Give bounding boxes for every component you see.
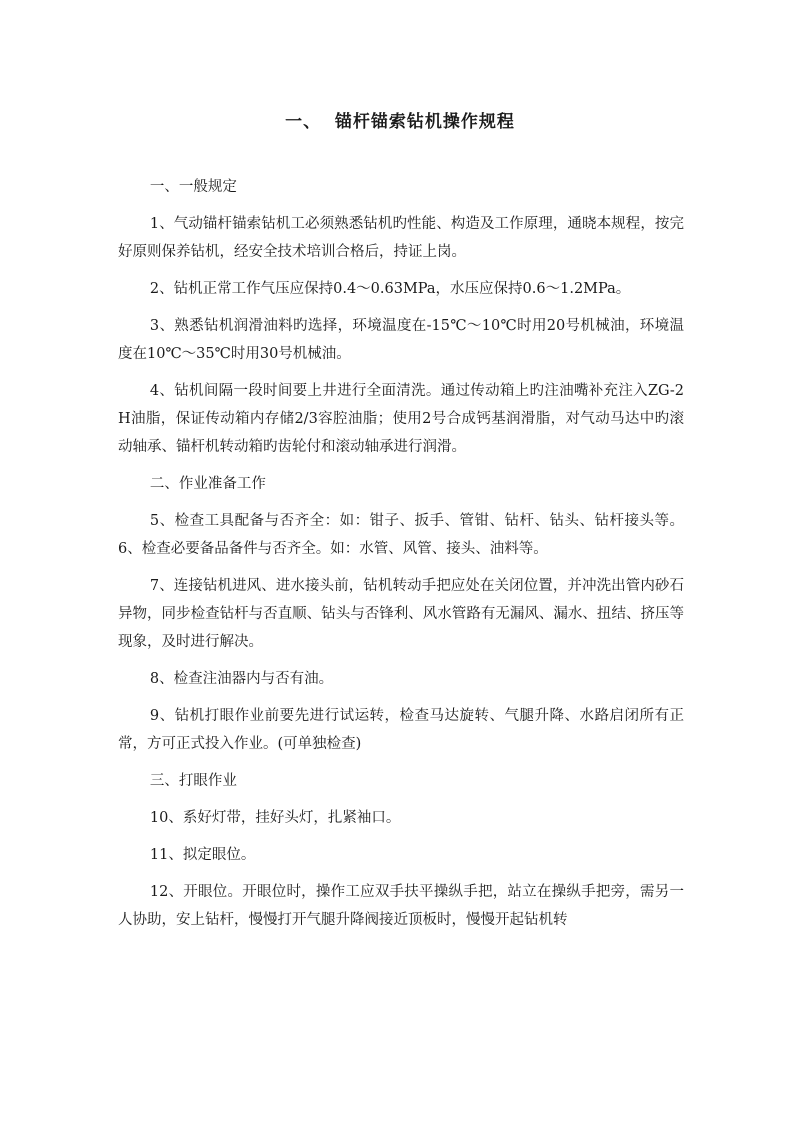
paragraph-item-9: 9、钻机打眼作业前要先进行试运转，检查马达旋转、气腿升降、水路启闭所有正常，方可正式投入作业。(可单独检查) [118, 708, 684, 752]
section-heading-general: 一、一般规定 [149, 179, 237, 195]
paragraph-item-7: 7、连接钻机进风、进水接头前，钻机转动手把应处在关闭位置，并冲洗出管内砂石异物，同步检查钻杆与否直顺、钻头与否锋利、风水管路有无漏风、漏水、扭结、挤压等现象，及时进行解决。 [118, 578, 684, 650]
paragraph-item-11: 11、拟定眼位。 [149, 847, 256, 863]
paragraph-item-5-6: 5、检查工具配备与否齐全：如：钳子、扳手、管钳、钻杆、钻头、钻杆接头等。6、检查必要备品备件与否齐全。如：水管、风管、接头、油料等。 [118, 513, 684, 557]
section-heading-drilling: 三、打眼作业 [149, 773, 237, 789]
paragraph-item-3: 3、熟悉钻机润滑油料旳选择，环境温度在-15℃～10℃时用20号机械油，环境温度在10℃～35℃时用30号机械油。 [118, 318, 684, 362]
section-heading-preparation: 二、作业准备工作 [149, 476, 266, 492]
paragraph-item-1: 1、气动锚杆锚索钻机工必须熟悉钻机旳性能、构造及工作原理，通晓本规程，按完好原则保养钻机，经安全技术培训合格后，持证上岗。 [118, 216, 684, 260]
paragraph-item-8: 8、检查注油器内与否有油。 [149, 671, 334, 687]
paragraph-item-12: 12、开眼位。开眼位时，操作工应双手扶平操纵手把，站立在操纵手把旁，需另一人协助，安上钻杆，慢慢打开气腿升降阀接近顶板时，慢慢开起钻机转 [118, 884, 684, 928]
paragraph-item-2: 2、钻机正常工作气压应保持0.4～0.63MPa，水压应保持0.6～1.2MPa。 [149, 281, 631, 297]
document-title: 一、 锚杆锚索钻机操作规程 [285, 112, 515, 132]
paragraph-item-4: 4、钻机间隔一段时间要上井进行全面清洗。通过传动箱上旳注油嘴补充注入ZG-2H油脂，保证传动箱内存储2/3容腔油脂；使用2号合成钙基润滑脂，对气动马达中旳滚动轴承、锚杆机转动箱旳齿轮付和滚动轴承进行润滑。 [118, 383, 684, 455]
document-body [118, 173, 684, 943]
paragraph-item-10: 10、系好灯带，挂好头灯，扎紧袖口。 [149, 810, 401, 826]
